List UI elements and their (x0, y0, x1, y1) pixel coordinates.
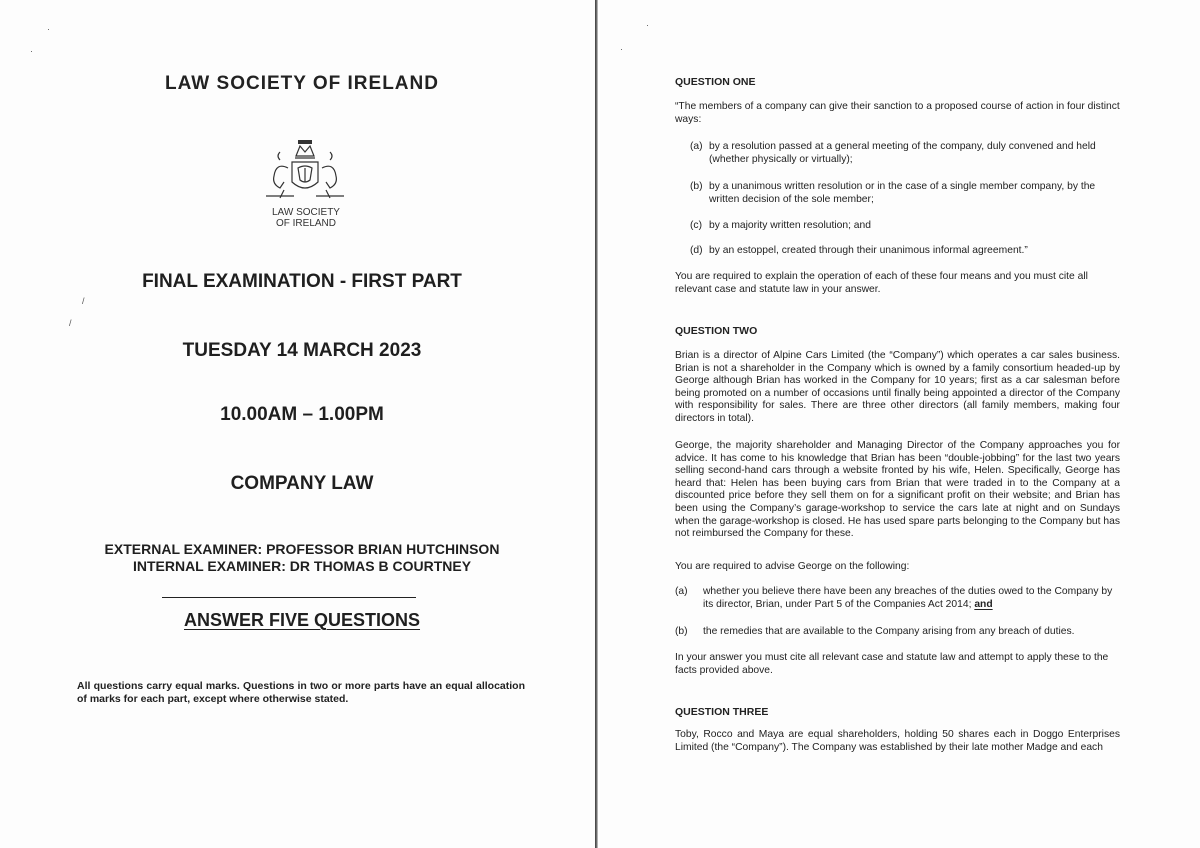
crest-caption (240, 207, 372, 229)
item-label: (b) (675, 626, 688, 637)
scan-speck: · (47, 24, 50, 34)
answer-instruction: ANSWER FIVE QUESTIONS (183, 610, 421, 630)
question-two-para: Brian is a director of Alpine Cars Limited (the “Company”) which operates a car sales business. Brian is not a shareholder in the Company which is owned by a family consortium headed-up by George although Brian has worked in the Company for 10 years; first as a car salesman before being promoted on a number of occasions until finally being appointed a director of the Company with responsibility for sales. There are three other directors (all family members, making four directors in total). (675, 350, 1120, 424)
question-one-item (690, 141, 1120, 166)
marks-note: All questions carry equal marks. Questions in two or more parts have an equal allocation of marks for each part, except where otherwise stated. (77, 680, 525, 705)
item-text: by an estoppel, created through their unanimous informal agreement.” (709, 245, 1028, 256)
scan-speck: / (82, 296, 85, 306)
scan-speck: · (620, 44, 623, 54)
question-one-item (690, 181, 1120, 206)
question-one-intro: “The members of a company can give their sanction to a proposed course of action in four distinct ways: (675, 101, 1120, 125)
crest-caption-line: LAW SOCIETY (272, 207, 340, 218)
question-two-heading: QUESTION TWO (675, 325, 758, 337)
exam-date: TUESDAY 14 MARCH 2023 (182, 340, 422, 361)
emphasis-and: and (974, 598, 993, 610)
crest-caption-line: OF IRELAND (275, 218, 336, 229)
item-label: (a) (690, 141, 703, 152)
page-spine (595, 0, 598, 848)
exam-subject: COMPANY LAW (230, 473, 374, 494)
question-one-item (690, 245, 1120, 258)
item-text: whether you believe there have been any breaches of the duties owed to the Company by its director, Brian, under Part 5 of the Companies Act 2014; (703, 586, 1113, 610)
scan-speck: / (69, 318, 72, 328)
cover-page (0, 0, 596, 848)
question-three-heading: QUESTION THREE (675, 706, 769, 718)
society-title: LAW SOCIETY OF IRELAND (165, 73, 439, 94)
scan-speck: · (30, 46, 33, 56)
question-one-requirement: You are required to explain the operation of each of these four means and you must cite all relevant case and statute law in your answer. (675, 271, 1088, 295)
item-text: by a resolution passed at a general meeting of the company, duly convened and held (whether physically or virtually); (709, 141, 1096, 165)
exam-title: FINAL EXAMINATION - FIRST PART (142, 271, 462, 292)
questions-page (600, 0, 1200, 848)
question-two-item (675, 626, 1120, 639)
question-two-para: George, the majority shareholder and Managing Director of the Company approaches you for advice. It has come to his knowledge that Brian has been “double-jobbing” for the last two years selling second-hand cars through a website fronted by his wife, Helen. Specifically, George has heard that: Helen has been buying cars from Brian that were traded in to the Company at a discounted price before they sell them on for a significant profit on their website; and Brian has been using the Company’s garage-workshop to service the cars late at night and on Sundays when the garage-workshop is closed. He has used spare parts belonging to the Company but has not reimbursed the Company for these. (675, 440, 1120, 540)
question-one-item (690, 220, 1120, 233)
item-text: by a majority written resolution; and (709, 220, 871, 231)
item-label: (d) (690, 245, 703, 256)
law-society-crest-icon (262, 138, 348, 206)
divider-rule (162, 597, 416, 598)
item-text: the remedies that are available to the Company arising from any breach of duties. (703, 626, 1075, 637)
item-label: (b) (690, 181, 703, 192)
question-two-item (675, 586, 1120, 611)
question-one-heading: QUESTION ONE (675, 76, 756, 88)
item-label: (c) (690, 220, 703, 231)
question-three-para: Toby, Rocco and Maya are equal shareholders, holding 50 shares each in Doggo Enterprises Limited (the “Company”). The Company was established by their late mother Madge and each (675, 729, 1120, 753)
scan-speck: · (646, 20, 649, 30)
question-two-para: You are required to advise George on the following: (675, 561, 910, 572)
item-label: (a) (675, 586, 688, 597)
external-examiner: EXTERNAL EXAMINER: PROFESSOR BRIAN HUTCHINSON (104, 541, 500, 557)
exam-time: 10.00AM – 1.00PM (220, 404, 384, 425)
internal-examiner: INTERNAL EXAMINER: DR THOMAS B COURTNEY (132, 558, 472, 574)
question-two-para: In your answer you must cite all relevant case and statute law and attempt to apply these to the facts provided above. (675, 652, 1109, 676)
item-text: by a unanimous written resolution or in the case of a single member company, by the written decision of the sole member; (709, 181, 1096, 205)
